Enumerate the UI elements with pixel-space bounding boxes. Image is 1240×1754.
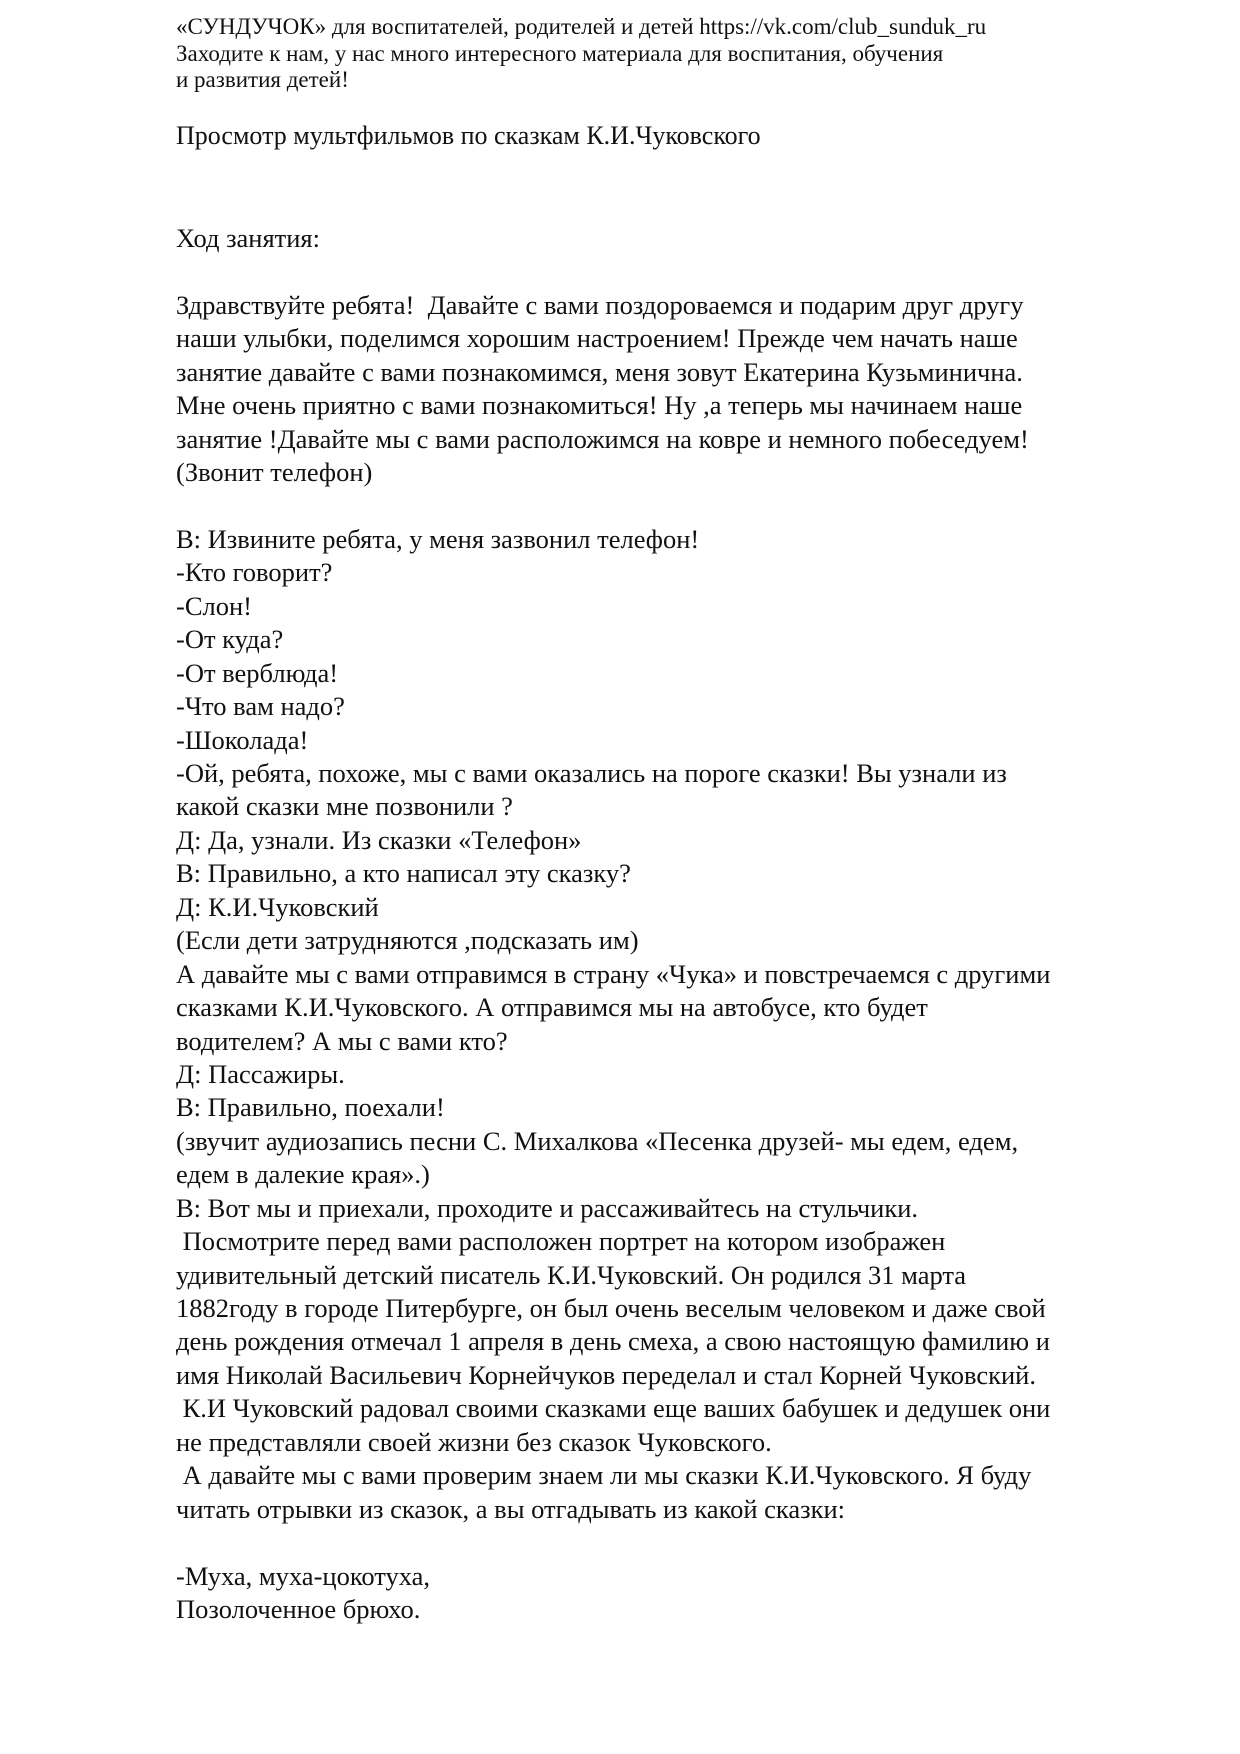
- text-line: 1882году в городе Питербурге, он был очень веселым человеком и даже свой: [176, 1293, 1046, 1323]
- text-line: не представляли своей жизни без сказок Чуковского.: [176, 1426, 772, 1457]
- text-line: -Кто говорит?: [176, 557, 333, 588]
- promo-line: и развития детей!: [176, 67, 349, 92]
- text-line: какой сказки мне позвонили ?: [176, 791, 513, 822]
- text-line: читать отрывки из сказок, а вы отгадывать из какой сказки:: [176, 1493, 846, 1524]
- promo-line: «СУНДУЧОК» для воспитателей, родителей и детей https://vk.com/club_sunduk_ru: [176, 14, 987, 39]
- text-line: водителем? А мы с вами кто?: [176, 1025, 508, 1056]
- poem-excerpt: [176, 1560, 1176, 1627]
- promo-line: Заходите к нам, у нас много интересного материала для воспитания, обучения: [176, 40, 944, 66]
- document-title: Просмотр мультфильмов по сказкам К.И.Чуковского: [176, 121, 761, 150]
- text-line: Д: Да, узнали. Из сказки «Телефон»: [176, 824, 582, 855]
- dialogue-section: [176, 523, 1176, 1526]
- intro-paragraph: [176, 289, 1176, 490]
- text-line: наши улыбки, поделимся хорошим настроением! Прежде чем начать наше: [176, 323, 1018, 354]
- blank-line: [176, 1526, 1176, 1559]
- text-line: Посмотрите перед вами расположен портрет на котором изображен: [176, 1226, 946, 1257]
- text-line: В: Правильно, а кто написал эту сказку?: [176, 858, 631, 889]
- text-line: занятие !Давайте мы с вами расположимся на ковре и немного побеседуем!: [176, 423, 1029, 454]
- text-line: -От куда?: [176, 624, 284, 655]
- promo-header: [176, 14, 1176, 94]
- text-line: К.И Чуковский радовал своими сказками еще ваших бабушек и дедушек они: [176, 1393, 1051, 1424]
- document-body: [176, 222, 1176, 1626]
- text-line: В: Вот мы и приехали, проходите и рассаживайтесь на стульчики.: [176, 1192, 919, 1223]
- blank-line: [176, 255, 1176, 288]
- text-line: В: Извините ребята, у меня зазвонил телефон!: [176, 523, 700, 554]
- text-line: (Звонит телефон): [176, 457, 373, 488]
- blank-line: [176, 490, 1176, 523]
- text-line: -Что вам надо?: [176, 691, 345, 722]
- poem-line: Позолоченное брюхо.: [176, 1593, 421, 1624]
- text-line: (Если дети затрудняются ,подсказать им): [176, 925, 639, 956]
- text-line: Мне очень приятно с вами познакомиться! Ну ,а теперь мы начинаем наше: [176, 390, 1023, 421]
- text-line: А давайте мы с вами отправимся в страну «Чука» и повстречаемся с другими: [176, 958, 1051, 989]
- text-line: А давайте мы с вами проверим знаем ли мы сказки К.И.Чуковского. Я буду: [176, 1460, 1032, 1491]
- text-line: -От верблюда!: [176, 657, 339, 688]
- text-line: сказками К.И.Чуковского. А отправимся мы на автобусе, кто будет: [176, 992, 928, 1023]
- poem-line: -Муха, муха-цокотуха,: [176, 1560, 431, 1591]
- section-heading: Ход занятия:: [176, 223, 320, 253]
- text-line: день рождения отмечал 1 апреля в день смеха, а свою настоящую фамилию и: [176, 1326, 1050, 1357]
- text-line: -Шоколада!: [176, 724, 309, 755]
- text-line: удивительный детский писатель К.И.Чуковский. Он родился 31 марта: [176, 1259, 967, 1290]
- text-line: В: Правильно, поехали!: [176, 1092, 445, 1123]
- text-line: занятие давайте с вами познакомимся, меня зовут Екатерина Кузьминична.: [176, 356, 1023, 387]
- text-line: (звучит аудиозапись песни С. Михалкова «Песенка друзей- мы едем, едем,: [176, 1125, 1019, 1156]
- text-line: -Слон!: [176, 590, 252, 621]
- text-line: едем в далекие края».): [176, 1159, 430, 1190]
- text-line: Здравствуйте ребята! Давайте с вами поздороваемся и подарим друг другу: [176, 289, 1024, 320]
- text-line: Д: К.И.Чуковский: [176, 891, 379, 922]
- text-line: -Ой, ребята, похоже, мы с вами оказались на пороге сказки! Вы узнали из: [176, 758, 1007, 788]
- text-line: имя Николай Васильевич Корнейчуков переделал и стал Корней Чуковский.: [176, 1359, 1036, 1390]
- text-line: Д: Пассажиры.: [176, 1058, 345, 1089]
